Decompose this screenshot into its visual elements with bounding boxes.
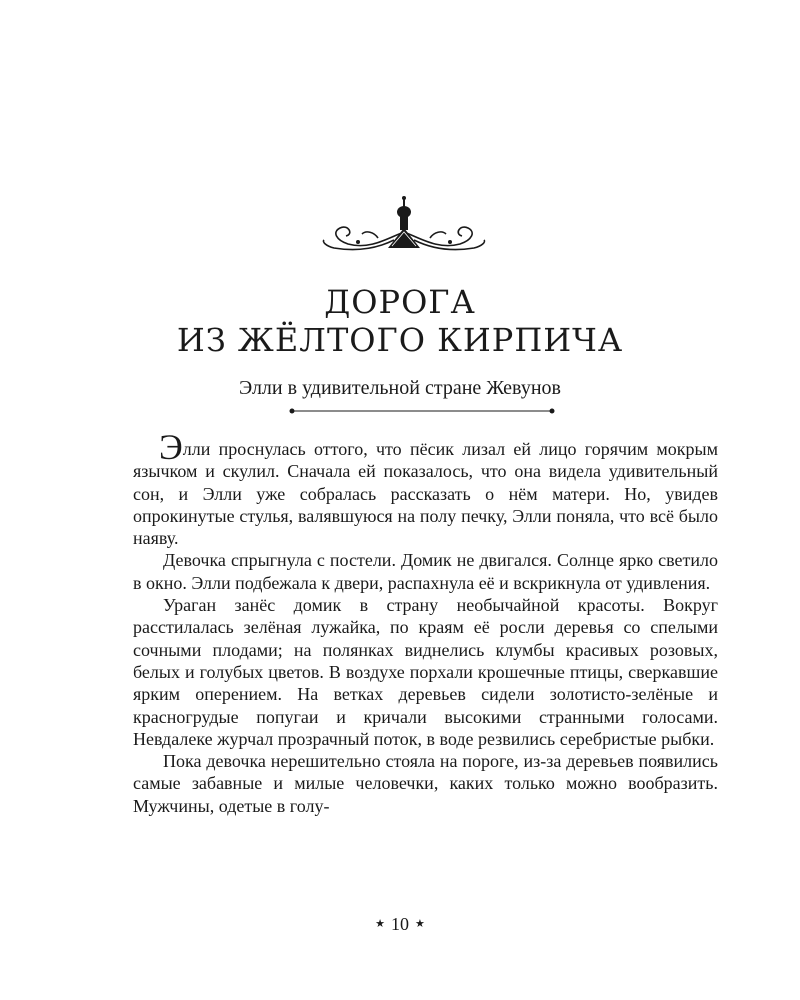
paragraph-1-text: лли проснулась оттого, что пёсик лизал ей лицо горячим мокрым язычком и скулил. Сначала ей показалось, что она видела удивительный сон, и Элли уже собралась рассказать о нём матери. Но, увидев опрокинутые стулья, валявшуюся на полу печку, Элли поняла, что всё было наяву.: [133, 439, 718, 549]
page-number-value: 10: [391, 914, 409, 934]
flourish-ornament-icon: [318, 192, 490, 260]
chapter-subtitle: Элли в удивительной стране Жевунов: [239, 377, 561, 399]
chapter-title: [0, 283, 800, 359]
chapter-title-line-2: ИЗ ЖЁЛТОГО КИРПИЧА: [176, 321, 624, 359]
body-text: [133, 427, 718, 817]
paragraph-1: [133, 427, 718, 549]
drop-cap: Э: [159, 427, 183, 467]
star-icon: ★: [375, 918, 385, 930]
paragraph-4: Пока девочка нерешительно стояла на пороге, из-за деревьев появились самые забавные и милые человечки, каких только можно вообразить. Мужчины, одетые в голу-: [133, 751, 718, 816]
star-icon: ★: [415, 918, 425, 930]
paragraph-3: Ураган занёс домик в страну необычайной красоты. Вокруг расстилалась зелёная лужайка, по краям её росли деревья со спелыми сочными плодами; на полянках виднелись клумбы красивых розовых, белых и голубых цветов. В воздухе порхали крошечные птицы, сверкавшие ярким оперением. На ветках деревьев сидели золотисто-зелёные и красногрудые попугаи и кричали высокими странными голосами. Невдалеке журчал прозрачный поток, в воде резвились серебристые рыбки.: [133, 595, 718, 749]
chapter-title-line-1: ДОРОГА: [324, 283, 476, 321]
subtitle-divider: [288, 407, 556, 415]
paragraph-2: Девочка спрыгнула с постели. Домик не двигался. Солнце ярко светило в окно. Элли подбежала к двери, распахнула её и вскрикнула от удивления.: [133, 550, 718, 593]
page-number: [0, 914, 800, 935]
